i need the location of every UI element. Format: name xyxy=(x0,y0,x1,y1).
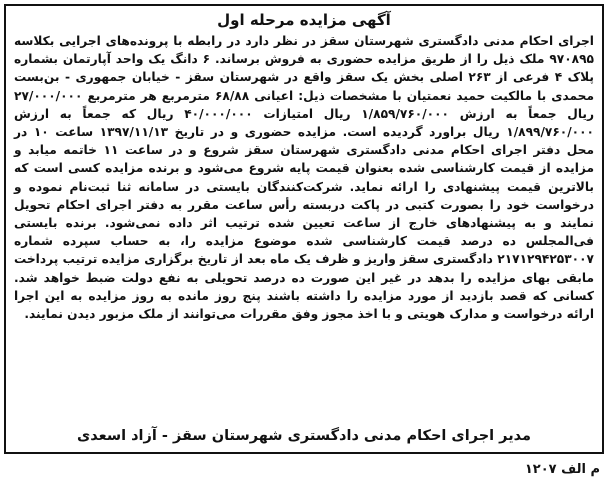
notice-signature: مدیر اجرای احکام مدنی دادگستری شهرستان سقز - آزاد اسعدی xyxy=(76,428,531,444)
notice-box xyxy=(4,4,604,454)
notice-title: آگهی مزایده مرحله اول xyxy=(217,11,391,29)
notice-body: اجرای احکام مدنی دادگستری شهرستان سقز در نظر دارد در رابطه با پرونده‌های اجرایی بکلاسه ۹۷۰۸۹۵ ملک ذیل را از طریق مزایده حضوری به فروش برساند. ۶ دانگ یک واحد آپارتمان بشماره پلاک ۴ فرعی از ۲۶۳ اصلی بخش یک سقز واقع در شهرستان سقز - خیابان جمهوری - بن‌بست محمدی با مالکیت حمید نعمتیان با مشخصات ذیل: اعیانی ۶۸/۸۸ مترمربع هر مترمربع ۲۷/۰۰۰/۰۰۰ ریال جمعاً به ارزش ۱/۸۵۹/۷۶۰/۰۰۰ ریال امتیازات ۴۰/۰۰۰/۰۰۰ ریال که جمعاً به ارزش ۱/۸۹۹/۷۶۰/۰۰۰ ریال براورد گردیده است. مزایده حضوری و در تاریخ ۱۳۹۷/۱۱/۱۳ ساعت ۱۰ در محل دفتر اجرای احکام مدنی دادگستری شهرستان سقز شروع و در ساعت ۱۱ خاتمه میابد و مزایده از قیمت کارشناسی شده بعنوان قیمت پایه شروع می‌شود و برنده مزایده کسی است که بالاترین قیمت پیشنهادی را ارائه نماید. شرکت‌کنندگان بایستی در سامانه ثنا ثبت‌نام نموده و درخواست خود را بصورت کتبی در پاکت دربسته رأس ساعت مقرر به دفتر اجرای احکام تحویل نمایند و به پیشنهادهای خارج از ساعت تعیین شده ترتیب اثر داده نمی‌شود. برنده بایستی فی‌المجلس ده درصد قیمت کارشناسی شده موضوع مزایده را، به حساب سپرده شماره ۲۱۷۱۲۹۴۲۵۳۰۰۷ دادگستری سقز واریز و ظرف یک ماه بعد از تاریخ برگزاری مزایده ترتیب پرداخت مابقی بهای مزایده را بدهد در غیر این صورت ده درصد تحویلی به نفع دولت ضبط خواهد شد. کسانی که قصد بازدید از مورد مزایده را داشته باشند پنج روز مانده به روز مزایده به این اجرا ارائه درخواست و مدارک هویتی و با اخذ مجوز وفق مقررات می‌توانند از ملک مزبور دیدن نمایند. xyxy=(14,34,595,322)
notice-reference: م الف ۱۲۰۷ xyxy=(524,462,600,477)
